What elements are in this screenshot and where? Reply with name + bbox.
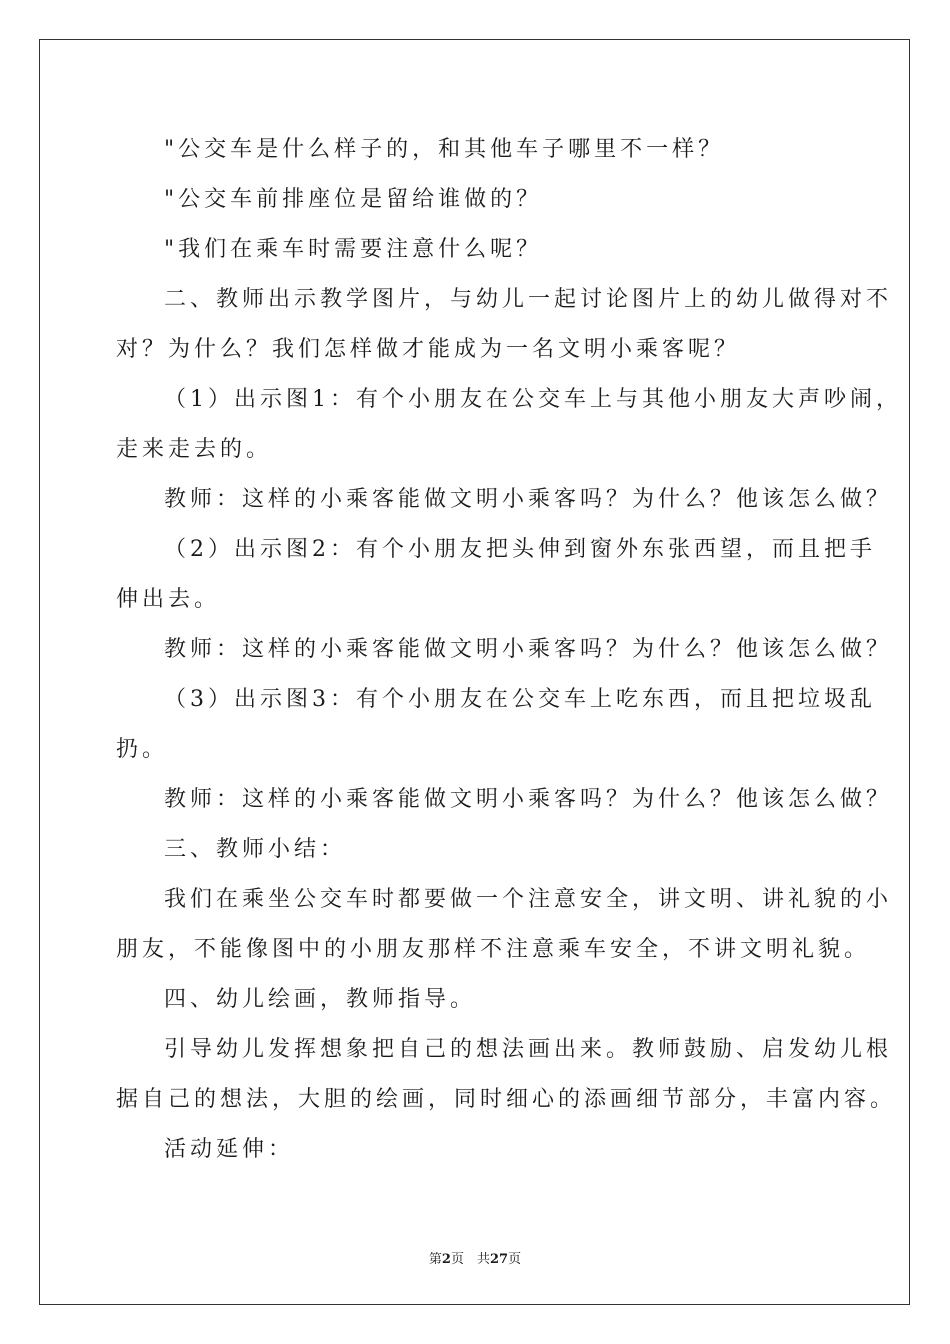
paragraph: [116, 826, 836, 874]
paragraph: [116, 776, 893, 824]
paragraph-line: "我们在乘车时需要注意什么呢？: [164, 237, 543, 262]
paragraph-line: 走来走去的。: [116, 437, 273, 462]
paragraph-line: 四、幼儿绘画，教师指导。: [164, 987, 477, 1012]
paragraph-line: "公交车前排座位是留给谁做的？: [164, 187, 543, 212]
paragraph-line: 教师：这样的小乘客能做文明小乘客吗？为什么？他该怎么做？: [164, 637, 893, 662]
paragraph: [116, 876, 893, 974]
footer-prefix: 第: [428, 1252, 442, 1267]
paragraph-line: 伸出去。: [116, 587, 221, 612]
paragraph-line: 教师：这样的小乘客能做文明小乘客吗？为什么？他该怎么做？: [164, 787, 893, 812]
paragraph-line: （3）出示图3：有个小朋友在公交车上吃东西，而且把垃圾乱: [164, 687, 876, 712]
footer-suffix: 页: [508, 1252, 522, 1267]
paragraph: [116, 276, 893, 374]
footer-mid: 页 共: [450, 1252, 490, 1267]
paragraph: [116, 1126, 836, 1174]
paragraph: [116, 626, 893, 674]
paragraph: [116, 976, 836, 1024]
paragraph-line: （1）出示图1：有个小朋友在公交车上与其他小朋友大声吵闹，: [164, 387, 902, 412]
footer-total-pages: 27: [489, 1252, 509, 1267]
paragraph-line: 据自己的想法，大胆的绘画，同时细心的添画细节部分，丰富内容。: [116, 1087, 897, 1112]
paragraph-line: 朋友，不能像图中的小朋友那样不注意乘车安全，不讲文明礼貌。: [116, 937, 871, 962]
paragraph-line: 二、教师出示教学图片，与幼儿一起讨论图片上的幼儿做得对不: [164, 287, 893, 312]
paragraph: [116, 176, 836, 224]
paragraph-line: "公交车是什么样子的，和其他车子哪里不一样？: [164, 137, 725, 162]
document-body: [116, 126, 902, 1176]
paragraph-line: （2）出示图2：有个小朋友把头伸到窗外东张西望，而且把手: [164, 537, 876, 562]
paragraph: [116, 1026, 897, 1124]
paragraph: [116, 376, 902, 474]
paragraph: [116, 126, 836, 174]
paragraph-line: 引导幼儿发挥想象把自己的想法画出来。教师鼓励、启发幼儿根: [164, 1037, 893, 1062]
paragraph-line: 活动延伸：: [164, 1137, 295, 1162]
paragraph-line: 我们在乘坐公交车时都要做一个注意安全，讲文明、讲礼貌的小: [164, 887, 893, 912]
paragraph: [116, 676, 876, 774]
footer-current-page: 2: [441, 1252, 451, 1267]
paragraph: [116, 226, 836, 274]
paragraph: [116, 476, 893, 524]
page-footer: [0, 1248, 950, 1267]
paragraph-line: 对？为什么？我们怎样做才能成为一名文明小乘客呢？: [116, 337, 741, 362]
paragraph-line: 三、教师小结：: [164, 837, 347, 862]
paragraph: [116, 526, 876, 624]
paragraph-line: 教师：这样的小乘客能做文明小乘客吗？为什么？他该怎么做？: [164, 487, 893, 512]
paragraph-line: 扔。: [116, 737, 169, 762]
